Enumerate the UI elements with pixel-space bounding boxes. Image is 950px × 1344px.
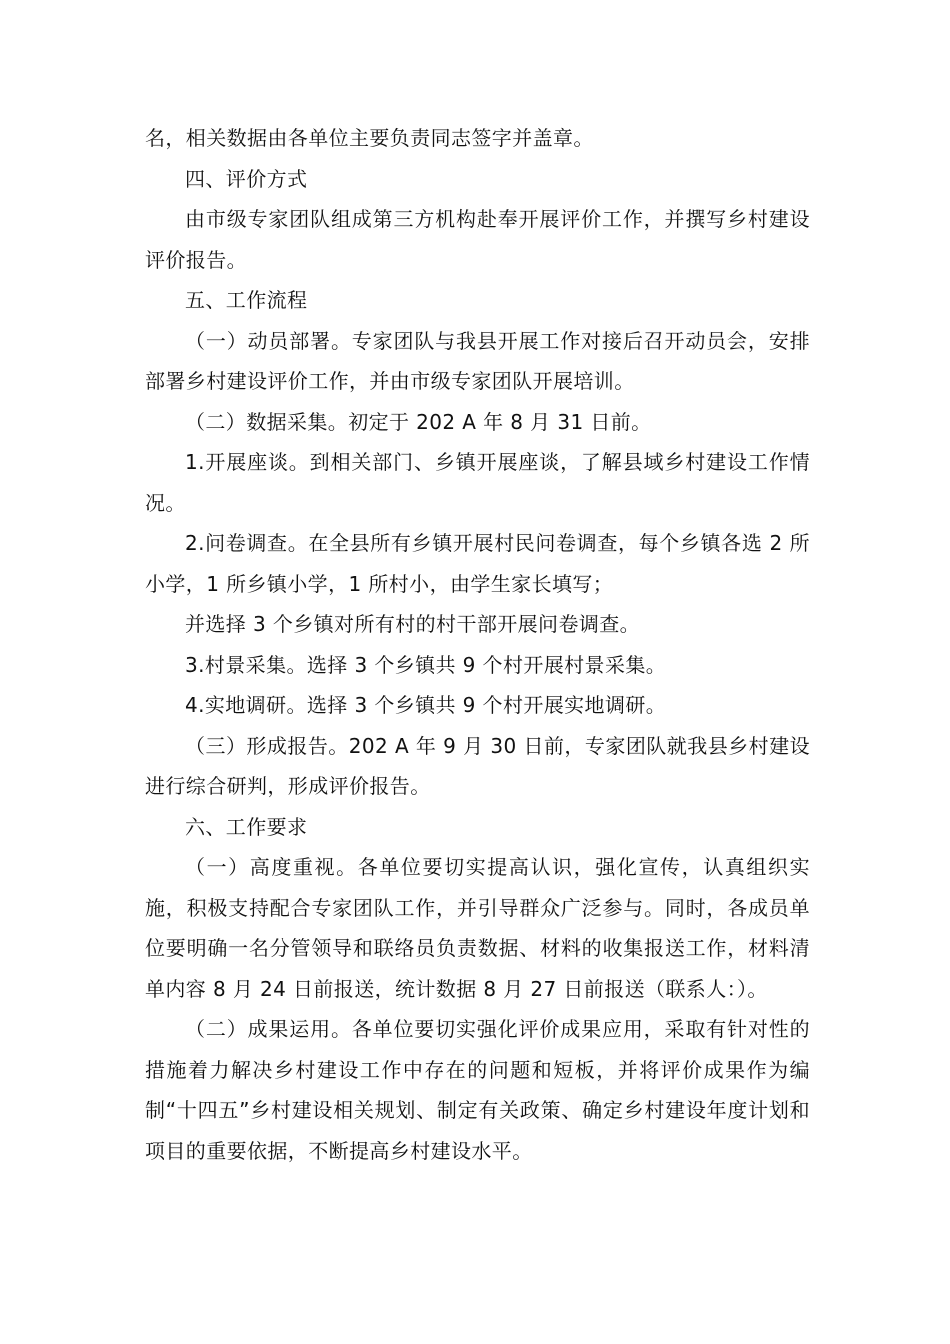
paragraph-results-application: （二）成果运用。各单位要切实强化评价成果应用，采取有针对性的措施着力解决乡村建设工作中存在的问题和短板，并将评价成果作为编制“十四五”乡村建设相关规划、制定有关政策、确定乡村建设年度计划和项目的重要依据，不断提高乡村建设水平。 bbox=[145, 1017, 810, 1163]
section-heading-workflow: 五、工作流程 bbox=[185, 288, 308, 312]
document-body bbox=[145, 118, 810, 1171]
paragraph-field-research: 4.实地调研。选择 3 个乡镇共 9 个村开展实地调研。 bbox=[185, 693, 667, 717]
paragraph-continuation: 名，相关数据由各单位主要负责同志签字并盖章。 bbox=[145, 126, 594, 150]
paragraph-report: （三）形成报告。202 A 年 9 月 30 日前，专家团队就我县乡村建设进行综合研判，形成评价报告。 bbox=[145, 733, 810, 798]
paragraph-questionnaire-cadres: 并选择 3 个乡镇对所有村的村干部开展问卷调查。 bbox=[185, 612, 641, 636]
paragraph-mobilization: （一）动员部署。专家团队与我县开展工作对接后召开动员会，安排部署乡村建设评价工作，并由市级专家团队开展培训。 bbox=[145, 328, 810, 393]
paragraph-questionnaire: 2.问卷调查。在全县所有乡镇开展村民问卷调查，每个乡镇各选 2 所小学，1 所乡镇小学，1 所村小，由学生家长填写； bbox=[145, 531, 810, 596]
paragraph-evaluation-method: 由市级专家团队组成第三方机构赴奉开展评价工作，并撰写乡村建设评价报告。 bbox=[145, 207, 810, 272]
section-heading-requirements: 六、工作要求 bbox=[185, 814, 308, 839]
paragraph-data-collection: （二）数据采集。初定于 202 A 年 8 月 31 日前。 bbox=[185, 409, 652, 434]
paragraph-symposium: 1.开展座谈。到相关部门、乡镇开展座谈，了解县域乡村建设工作情况。 bbox=[145, 450, 810, 515]
paragraph-high-attention: （一）高度重视。各单位要切实提高认识，强化宣传，认真组织实施，积极支持配合专家团队工作，并引导群众广泛参与。同时，各成员单位要明确一名分管领导和联络员负责数据、材料的收集报送工作，材料清单内容 8 月 24 日前报送，统计数据 8 月 27 日前报送（联系人：）。 bbox=[145, 855, 810, 1001]
section-heading-evaluation-method: 四、评价方式 bbox=[185, 166, 308, 191]
paragraph-village-scenery: 3.村景采集。选择 3 个乡镇共 9 个村开展村景采集。 bbox=[185, 652, 667, 677]
